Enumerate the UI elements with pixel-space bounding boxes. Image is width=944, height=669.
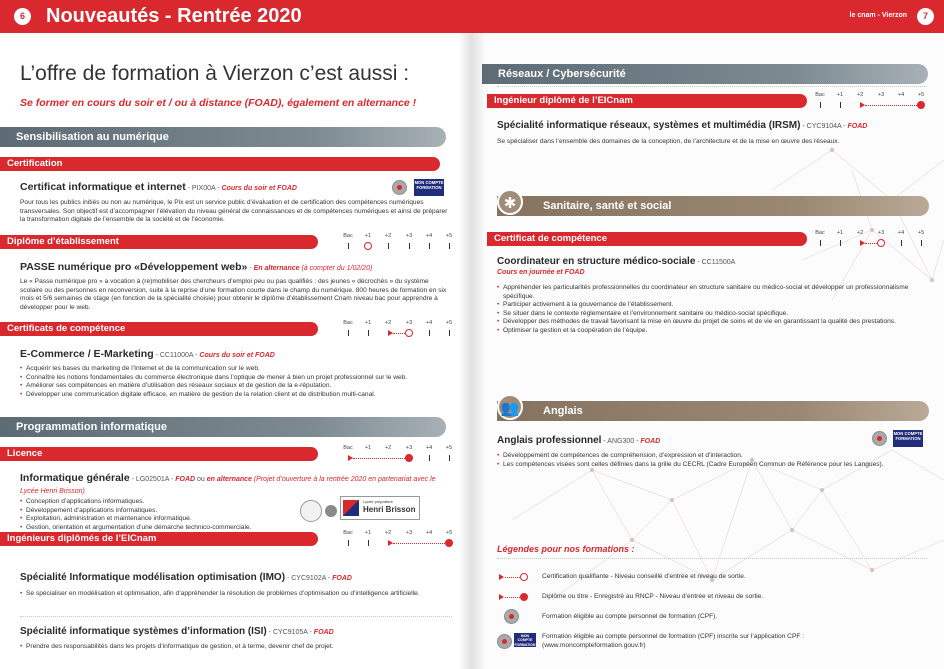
left-header-bar [0, 0, 472, 33]
list-item: • Optimiser la gestion et la coopération de l’équipe. [497, 327, 929, 336]
level-scale-coordinateur: Bac +1 +2 +3 +4 +5 [812, 230, 927, 250]
legend-certification-text: Certification qualifiante - Niveau conseillé d’entrée et niveau de sortie. [542, 573, 746, 580]
mon-compte-formation-icon: MON COMPTE FORMATION [893, 430, 923, 447]
left-header-title: Nouveautés - Rentrée 2020 [46, 5, 302, 27]
page-subtitle: Se former en cours du soir et / ou à distance (FOAD), également en alternance ! [20, 97, 417, 109]
section-programmation: Programmation informatique [0, 417, 446, 437]
anglais-bullets [497, 452, 929, 469]
divider [20, 616, 452, 617]
imo-course-title: Spécialité Informatique modélisation optimisation (IMO) - CYC9102A - FOAD [20, 572, 352, 583]
level-scale-passe: Bac +1 +2 +3 +4 +5 [340, 233, 455, 253]
page-main-title: L’offre de formation à Vierzon c’est aussi : [20, 62, 410, 85]
irsm-course-title: Spécialité informatique réseaux, systèmes et multimédia (IRSM) - CYC9104A - FOAD [497, 120, 868, 131]
bar-certification: Certification [0, 157, 440, 171]
bar-certificats-competence: Certificats de compétence [0, 322, 318, 336]
list-item: • Développer une communication digitale efficace, en matière de gestion de la relation client et de distribution multi-canal. [20, 391, 452, 400]
list-item: • Se situer dans le contexte réglementaire et l’environnement sanitaire ou médico-social spécifique. [497, 310, 929, 319]
list-item: • Acquérir les bases du marketing de l’Internet et de la communication sur le web. [20, 365, 452, 374]
pix-description: Pour tous les publics initiés ou non au numérique, le Pix est un service public d’évaluation et de certification des compétences numériques transversales. Son objectif est d’accompagner l’élévation du niveau général de connaissances et de compétences numériques et ainsi de préparer la transformation digitale de l’ensemble de la société et de l’économie. [20, 199, 448, 224]
list-item: • Se spécialiser en modélisation et optimisation, afin d’appréhender la résolution de problèmes d’optimisation ou d’intelligence artificielle. [20, 590, 452, 599]
passe-description: Le « Passe numérique pro » a vocation à (re)mobiliser des chercheurs d’emploi peu ou pas qualifiés : des jeunes « décrochés » du système scolaire ou des personnes en reconversion, suite à la reprise d’une formation courte dans le champ du numérique. 800 heures de formation en six mois et 5/6 semaines de stage (en fonction de la spécialité choisie) pour obtenir le diplôme d’établissement Cnam niveau bac pour apprendre à développer pour le web. [20, 278, 447, 311]
passe-course-title: PASSE numérique pro «Développement web» - En alternance (à compter du 1/02/20) [20, 261, 373, 273]
list-item: • Développement de compétences de compréhension, d’expression et d’interaction. [497, 452, 929, 461]
ecommerce-course-title: E-Commerce / E-Marketing - CC11000A - Cours du soir et FOAD [20, 348, 275, 360]
legend-cpf-text: Formation éligible au compte personnel de formation (CPF). [542, 613, 718, 620]
list-item: • Gestion, orientation et argumentation d’une démarche technico-commerciale. [20, 524, 300, 533]
divider [497, 86, 927, 87]
list-item: • Participer activement à la gouvernance de l’établissement. [497, 301, 929, 310]
isi-course-title: Spécialité informatique systèmes d’information (ISI) - CYC9105A - FOAD [20, 626, 334, 637]
legend-diplome-symbol [499, 592, 531, 602]
isi-bullets [20, 643, 452, 652]
coordinateur-course-title: Coordinateur en structure médico-sociale - CC11500A [497, 256, 736, 267]
bar-certificat-competence: Certificat de compétence [487, 232, 807, 246]
henri-brisson-logo: Lycée polyvalent Henri Brisson [340, 496, 420, 520]
level-scale-ingenieurs: Bac +1 +2 +3 +4 +5 [340, 530, 455, 550]
list-item: • Les compétences visées sont celles définies dans la grille du CECRL (Cadre Européen Commun de Référence pour les Langues). [497, 461, 929, 470]
bar-ingenieurs: Ingénieurs diplômés de l’EICnam [0, 532, 318, 546]
bar-diplome-etablissement: Diplôme d’établissement [0, 235, 318, 249]
right-page [472, 0, 944, 669]
anglais-course-title: Anglais professionnel - ANG300 - FOAD [497, 435, 661, 446]
divider [497, 558, 927, 559]
section-reseaux: Réseaux / Cybersécurité [482, 64, 928, 84]
list-item: • Améliorer ses compétences en matière d’utilisation des réseaux sociaux et de gestion de la e-réputation. [20, 382, 452, 391]
bar-ingenieur-eicnam: Ingénieur diplômé de l’EICnam [487, 94, 807, 108]
partner-logo [325, 505, 337, 517]
list-item: • Développer des méthodes de travail favorisant la mise en œuvre du projet de soins et de vie en garantissant la qualité des prestations. [497, 318, 929, 327]
section-sanitaire: Sanitaire, santé et social [497, 196, 929, 216]
left-page-number: 6 [14, 8, 31, 25]
licence-course-title: Informatique générale - LG02501A - FOAD ou en alternance (Projet d’ouverture à la rentrée 2020 en partenariat avec le Lycée Henri Brisson) [20, 472, 436, 495]
list-item: • Connaître les notions fondamentales du commerce électronique dans l’optique de mener à bien un projet professionnel sur le web. [20, 374, 452, 383]
gutter-shadow [472, 33, 486, 669]
cpf-icon [392, 180, 407, 195]
right-header-tag: le cnam - Vierzon [849, 12, 907, 19]
academie-logo [300, 500, 322, 522]
mon-compte-formation-icon: MON COMPTE FORMATION [414, 179, 444, 196]
cpf-icon [497, 634, 512, 649]
gutter-shadow [458, 33, 472, 669]
level-scale-ecommerce: Bac +1 +2 +3 +4 +5 [340, 320, 455, 340]
coordinateur-mode: Cours en journée et FOAD [497, 269, 585, 276]
list-item: • Exploitation, administration et maintenance informatique. [20, 515, 300, 524]
medical-star-icon: ✱ [497, 189, 523, 215]
section-anglais: Anglais [497, 401, 929, 421]
right-header-bar [472, 0, 944, 33]
list-item: • Conception d’applications informatiques. [20, 498, 300, 507]
legend-certification-symbol [499, 572, 531, 582]
cpf-icon [872, 431, 887, 446]
list-item: • Appréhender les particularités professionnelles du coordinateur en structure sanitaire ou médico-social et développer un professionnalisme spécifique. [497, 284, 929, 301]
legend-title: Légendes pour nos formations : [497, 544, 635, 554]
imo-bullets [20, 590, 452, 599]
section-sensibilisation: Sensibilisation au numérique [0, 127, 446, 147]
legend-diplome-text: Diplôme ou titre - Enregistré au RNCP - Niveau d’entrée et niveau de sortie. [542, 593, 764, 600]
legend-cpf-app-text: Formation éligible au compte personnel de formation (CPF) inscrite sur l’application CPF : [542, 633, 805, 640]
coordinateur-bullets [497, 284, 929, 336]
legend-cpf-url: (www.moncompteformation.gouv.fr) [542, 642, 646, 649]
bar-licence: Licence [0, 447, 318, 461]
mon-compte-formation-icon: MON COMPTE FORMATION [514, 634, 536, 647]
list-item: • Développement d’applications informatiques. [20, 507, 300, 516]
irsm-description: Se spécialiser dans l’ensemble des domaines de la conception, de l’architecture et de la mise en œuvre des réseaux. [497, 138, 840, 145]
right-page-number: 7 [917, 8, 934, 25]
ecommerce-bullets [20, 365, 452, 399]
licence-bullets [20, 498, 300, 532]
people-icon: 👥 [497, 394, 523, 420]
level-scale-licence: Bac +1 +2 +3 +4 +5 [340, 445, 455, 465]
list-item: • Prendre des responsabilités dans les projets d’informatique de gestion, et à terme, devenir chef de projet. [20, 643, 452, 652]
pix-course-title: Certificat informatique et internet - PIX00A - Cours du soir et FOAD [20, 181, 297, 193]
level-scale-irsm: Bac +1 +2 +3 +4 +5 [812, 92, 927, 112]
cpf-icon [504, 609, 519, 624]
